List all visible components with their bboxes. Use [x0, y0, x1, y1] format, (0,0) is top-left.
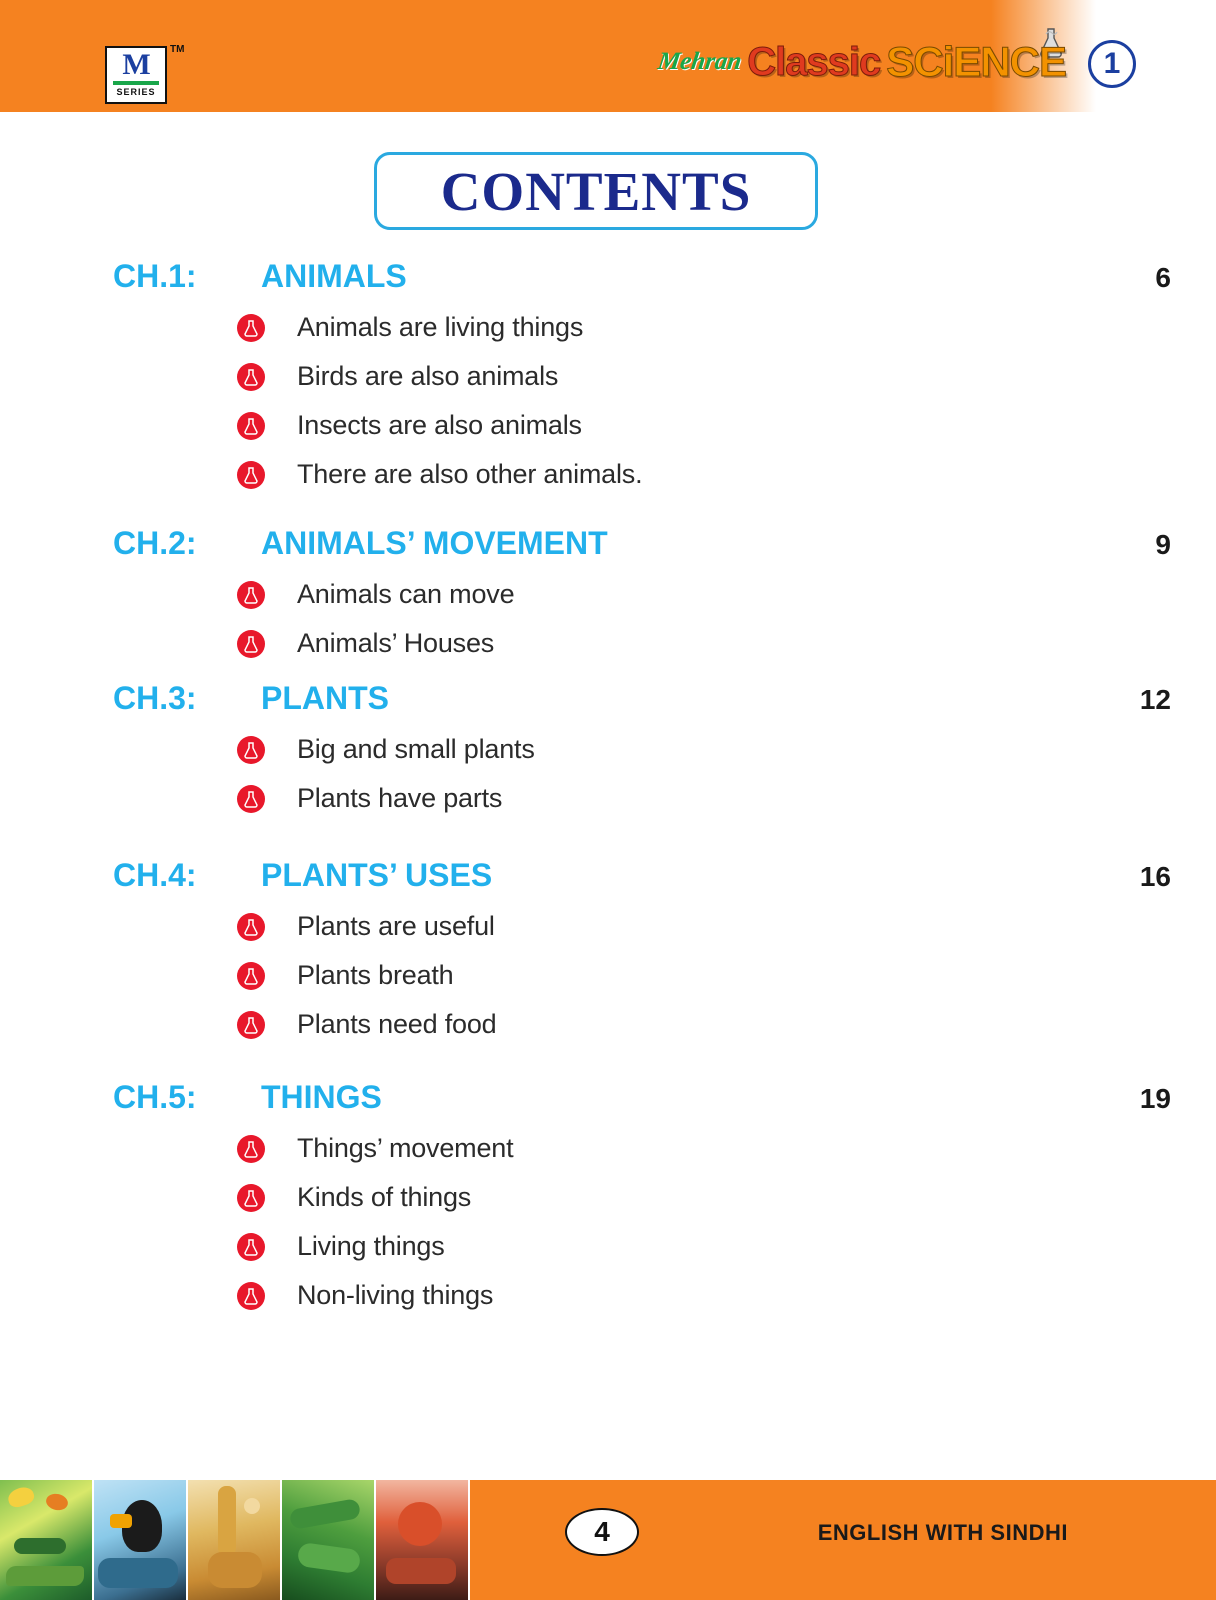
spacer: [0, 823, 1216, 857]
strip-image-giraffe: [188, 1480, 282, 1600]
topic-list: [0, 902, 1216, 1049]
table-of-contents: [0, 258, 1216, 1320]
strip-image-birds: [94, 1480, 188, 1600]
flask-bullet-icon: [237, 962, 265, 990]
list-item[interactable]: [237, 1000, 1216, 1049]
topic-label: Insects are also animals: [297, 410, 582, 440]
brand-science: SCiENCE: [886, 38, 1066, 85]
topic-label: Non-living things: [297, 1280, 494, 1310]
topic-label: There are also other animals.: [297, 459, 643, 489]
chapter-entry[interactable]: [0, 525, 1216, 668]
brand-title: [655, 38, 1066, 86]
chapter-title: ANIMALS: [261, 258, 407, 294]
chapter-heading[interactable]: [0, 1079, 1216, 1116]
chapter-entry[interactable]: [0, 258, 1216, 499]
chapter-entry[interactable]: [0, 680, 1216, 823]
flask-bullet-icon: [237, 736, 265, 764]
list-item[interactable]: [237, 774, 1216, 823]
chapter-heading[interactable]: [0, 525, 1216, 562]
topic-list: [0, 725, 1216, 823]
chapter-entry[interactable]: [0, 857, 1216, 1049]
logo-series-label: SERIES: [116, 87, 156, 97]
chapter-page-number: 19: [1139, 1083, 1171, 1114]
logo-underline: [113, 81, 159, 85]
chapter-number: CH.1:: [113, 258, 197, 294]
flask-bullet-icon: [237, 1233, 265, 1261]
topic-label: Things’ movement: [297, 1133, 514, 1163]
page-title: CONTENTS: [440, 160, 752, 222]
list-item[interactable]: [237, 1173, 1216, 1222]
topic-label: Living things: [297, 1231, 445, 1261]
chapter-title: PLANTS’ USES: [261, 857, 493, 893]
topic-label: Plants breath: [297, 960, 454, 990]
list-item[interactable]: [237, 1271, 1216, 1320]
chapter-number: CH.3:: [113, 680, 197, 716]
book-level-badge: 1: [1088, 40, 1136, 88]
flask-bullet-icon: [237, 1011, 265, 1039]
footer-label: ENGLISH WITH SINDHI: [817, 1520, 1068, 1545]
flask-bullet-icon: [237, 1282, 265, 1310]
strip-image-reptiles: [282, 1480, 376, 1600]
list-item[interactable]: [237, 450, 1216, 499]
spacer: [0, 668, 1216, 680]
list-item[interactable]: [237, 725, 1216, 774]
topic-label: Big and small plants: [297, 734, 535, 764]
topic-label: Plants have parts: [297, 783, 503, 813]
flask-bullet-icon: [237, 314, 265, 342]
flask-bullet-icon: [237, 461, 265, 489]
contents-title-box: [374, 152, 818, 230]
list-item[interactable]: [237, 619, 1216, 668]
list-item[interactable]: [237, 401, 1216, 450]
brand-classic: Classic: [747, 39, 881, 84]
list-item[interactable]: [237, 951, 1216, 1000]
chapter-page-number: 6: [1155, 262, 1171, 293]
topic-label: Birds are also animals: [297, 361, 559, 391]
spacer: [0, 1049, 1216, 1079]
spacer: [0, 499, 1216, 525]
logo-letter: M: [122, 48, 150, 81]
publisher-logo: [105, 46, 167, 104]
topic-label: Animals can move: [297, 579, 515, 609]
chapter-heading[interactable]: [0, 258, 1216, 295]
flask-bullet-icon: [237, 412, 265, 440]
topic-list: [0, 303, 1216, 499]
page-header: [0, 0, 1216, 112]
chapter-title: ANIMALS’ MOVEMENT: [261, 525, 608, 561]
chapter-page-number: 12: [1139, 684, 1171, 715]
chapter-number: CH.5:: [113, 1079, 197, 1115]
trademark-symbol: TM: [170, 44, 185, 55]
topic-label: Plants are useful: [297, 911, 495, 941]
list-item[interactable]: [237, 1222, 1216, 1271]
chapter-number: CH.2:: [113, 525, 197, 561]
topic-list: [0, 1124, 1216, 1320]
flask-bullet-icon: [237, 630, 265, 658]
chapter-number: CH.4:: [113, 857, 197, 893]
topic-label: Plants need food: [297, 1009, 497, 1039]
topic-label: Animals’ Houses: [297, 628, 495, 658]
list-item[interactable]: [237, 352, 1216, 401]
chapter-title: PLANTS: [261, 680, 389, 716]
topic-label: Kinds of things: [297, 1182, 472, 1212]
chapter-title: THINGS: [261, 1079, 382, 1115]
page-footer: [0, 1480, 1216, 1600]
chapter-page-number: 16: [1139, 861, 1171, 892]
flask-bullet-icon: [237, 581, 265, 609]
strip-image-butterflies: [0, 1480, 94, 1600]
topic-label: Animals are living things: [297, 312, 584, 342]
list-item[interactable]: [237, 1124, 1216, 1173]
topic-list: [0, 570, 1216, 668]
flask-bullet-icon: [237, 913, 265, 941]
brand-mehran: Mehran: [655, 48, 744, 75]
list-item[interactable]: [237, 303, 1216, 352]
chapter-heading[interactable]: [0, 857, 1216, 894]
list-item[interactable]: [237, 570, 1216, 619]
chapter-heading[interactable]: [0, 680, 1216, 717]
chapter-page-number: 9: [1155, 529, 1171, 560]
list-item[interactable]: [237, 902, 1216, 951]
footer-image-strip: [0, 1480, 470, 1600]
strip-image-sealife: [376, 1480, 470, 1600]
flask-bullet-icon: [237, 363, 265, 391]
flask-bullet-icon: [237, 1135, 265, 1163]
flask-bullet-icon: [237, 785, 265, 813]
flask-bullet-icon: [237, 1184, 265, 1212]
chapter-entry[interactable]: [0, 1079, 1216, 1320]
footer-page-number: 4: [565, 1508, 639, 1556]
